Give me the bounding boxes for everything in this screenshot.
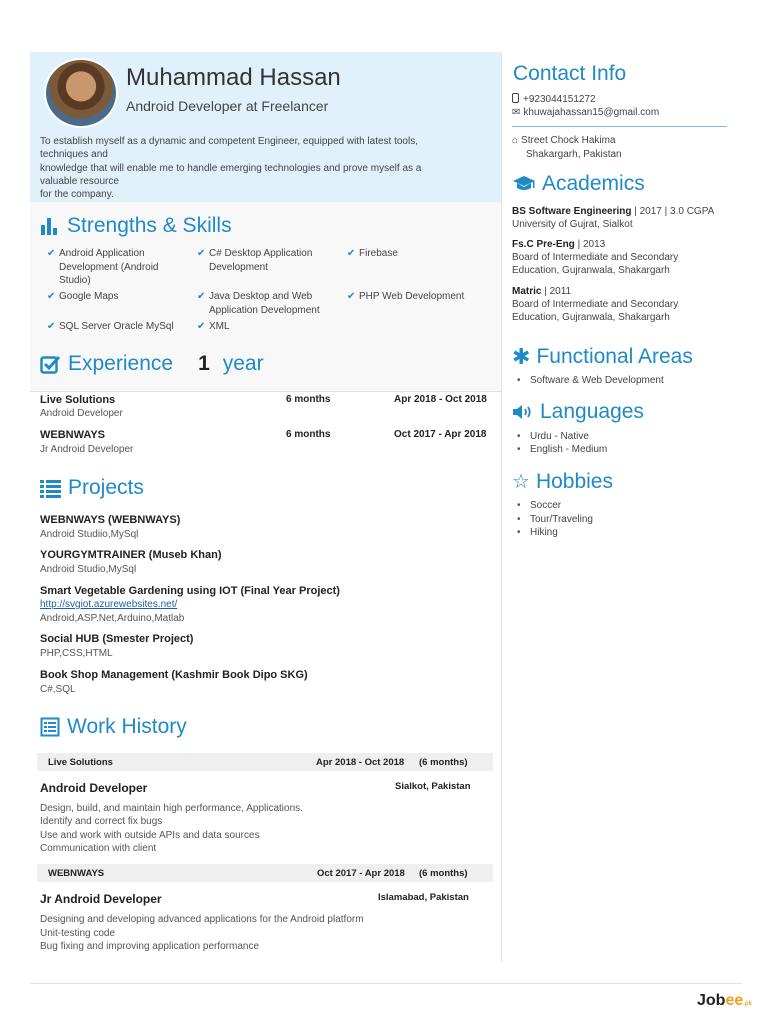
work-role: Jr Android Developer — [40, 892, 162, 906]
skill-item: ✔ SQL Server Oracle MySql — [47, 321, 174, 332]
bar-chart-icon — [40, 216, 60, 236]
experience-duration: 6 months — [286, 429, 331, 440]
work-location: Islamabad, Pakistan — [378, 892, 469, 903]
skill-item: ✔ PHP Web Development — [347, 291, 465, 302]
list-icon — [40, 479, 61, 498]
work-duty: Bug fixing and improving application performance — [40, 941, 260, 952]
skills-title: Strengths & Skills — [40, 214, 232, 238]
academics-title: Academics — [512, 172, 645, 196]
academic-institution: Board of Intermediate and Secondary — [512, 252, 679, 263]
candidate-name: Muhammad Hassan — [126, 64, 341, 91]
project-name: Social HUB (Smester Project) — [40, 633, 194, 645]
functional-title: ✱ Functional Areas — [512, 344, 693, 369]
profile-header — [30, 52, 502, 202]
footer-divider — [30, 983, 742, 984]
check-icon: ✔ — [47, 321, 56, 332]
languages-title: Languages — [512, 400, 644, 424]
work-location: Sialkot, Pakistan — [395, 781, 471, 792]
hobby-item: • Tour/Traveling — [512, 514, 593, 525]
work-duty: Communication with client — [40, 843, 157, 854]
document-list-icon — [40, 717, 60, 737]
experience-title: Experience 1 year — [40, 352, 264, 376]
check-icon: ✔ — [47, 248, 56, 259]
skill-item: ✔ Firebase — [347, 248, 398, 259]
contact-divider — [512, 126, 727, 127]
home-icon: ⌂ — [512, 135, 519, 146]
hobby-item: • Hiking — [512, 527, 558, 538]
work-duty: Use and work with outside APIs and data sources — [40, 830, 260, 841]
academic-item: Fs.C Pre-Eng | 2013 — [512, 239, 606, 250]
academic-institution: Board of Intermediate and Secondary — [512, 299, 679, 310]
asterisk-icon: ✱ — [512, 344, 531, 369]
hobbies-title: ☆ Hobbies — [512, 469, 613, 493]
check-icon: ✔ — [197, 248, 206, 259]
hobby-item: • Soccer — [512, 500, 561, 511]
work-history-title: Work History — [40, 715, 187, 739]
work-company: WEBNWAYS — [48, 868, 105, 879]
skill-item: ✔ Java Desktop and Web Application Development — [197, 291, 320, 316]
check-icon: ✔ — [197, 291, 206, 302]
checkbox-icon — [40, 354, 61, 375]
skill-item: ✔ Android Application Development (Android Studio) — [47, 248, 159, 286]
project-name: Smart Vegetable Gardening using IOT (Final Year Project) — [40, 585, 340, 597]
check-icon: ✔ — [197, 321, 206, 332]
project-tech: Android Studiio,MySql — [40, 529, 139, 540]
work-duty: Identify and correct fix bugs — [40, 816, 163, 827]
check-icon: ✔ — [347, 291, 356, 302]
language-item: • Urdu - Native — [512, 431, 589, 442]
skill-item: ✔ XML — [197, 321, 230, 332]
academic-item: BS Software Engineering | 2017 | 3.0 CGPA — [512, 206, 715, 217]
project-tech: Android Studio,MySql — [40, 564, 137, 575]
phone-icon — [512, 93, 519, 103]
experience-total: 1 — [198, 352, 210, 375]
language-item: • English - Medium — [512, 444, 607, 455]
skill-item: ✔ C# Desktop Application Development — [197, 248, 313, 273]
experience-role: Jr Android Developer — [40, 444, 134, 455]
academic-item: Matric | 2011 — [512, 286, 572, 297]
brand-logo: Jobee.pk — [697, 992, 752, 1009]
speaker-icon — [512, 404, 534, 420]
experience-company: Live Solutions — [40, 394, 116, 406]
experience-role: Android Developer — [40, 408, 123, 419]
contact-email: ✉ khuwajahassan15@gmail.com — [512, 107, 660, 118]
skill-item: ✔ Google Maps — [47, 291, 119, 302]
work-dates: Apr 2018 - Oct 2018 — [316, 757, 405, 768]
contact-address: ⌂ Street Chock Hakima — [512, 135, 616, 146]
projects-title: Projects — [40, 476, 144, 500]
work-duty: Unit-testing code — [40, 928, 116, 939]
project-tech: C#,SQL — [40, 684, 76, 695]
academic-institution: Education, Gujranwala, Shakargarh — [512, 265, 670, 276]
project-name: YOURGYMTRAINER (Museb Khan) — [40, 549, 222, 561]
work-duty: Design, build, and maintain high performance, Applications. — [40, 803, 303, 814]
work-duration: (6 months) — [419, 868, 468, 879]
work-company: Live Solutions — [48, 757, 113, 768]
academic-institution: Education, Gujranwala, Shakargarh — [512, 312, 670, 323]
envelope-icon: ✉ — [512, 107, 521, 118]
project-tech: Android,ASP.Net,Arduino,Matlab — [40, 613, 185, 624]
star-icon: ☆ — [512, 471, 530, 493]
check-icon: ✔ — [347, 248, 356, 259]
project-tech: PHP,CSS,HTML — [40, 648, 113, 659]
project-name: Book Shop Management (Kashmir Book Dipo SKG) — [40, 669, 308, 681]
academic-institution: University of Gujrat, Sialkot — [512, 219, 633, 230]
experience-company: WEBNWAYS — [40, 429, 105, 441]
project-link[interactable]: http://svgiot.azurewebsites.net/ — [40, 599, 178, 610]
contact-phone: +923044151272 — [512, 93, 596, 106]
work-role: Android Developer — [40, 781, 148, 795]
graduation-cap-icon — [512, 175, 536, 193]
check-icon: ✔ — [47, 291, 56, 302]
candidate-role: Android Developer at Freelancer — [126, 98, 329, 114]
objective-text: To establish myself as a dynamic and competent Engineer, equipped with latest tools, techniques and knowledge that will enable me to handle emerging technologies and prove myself as a valuable resource for the company. — [40, 136, 422, 201]
contact-title: Contact Info — [513, 62, 627, 85]
main-column — [30, 52, 502, 962]
functional-item: • Software & Web Development — [512, 375, 664, 386]
column-divider — [501, 52, 502, 962]
experience-dates: Oct 2017 - Apr 2018 — [394, 429, 487, 440]
contact-address-line: Shakargarh, Pakistan — [526, 149, 622, 160]
experience-dates: Apr 2018 - Oct 2018 — [394, 394, 487, 405]
work-duty: Designing and developing advanced applications for the Android platform — [40, 914, 364, 925]
work-dates: Oct 2017 - Apr 2018 — [317, 868, 405, 879]
project-name: WEBNWAYS (WEBNWAYS) — [40, 514, 181, 526]
work-duration: (6 months) — [419, 757, 468, 768]
experience-duration: 6 months — [286, 394, 331, 405]
avatar — [44, 58, 118, 128]
